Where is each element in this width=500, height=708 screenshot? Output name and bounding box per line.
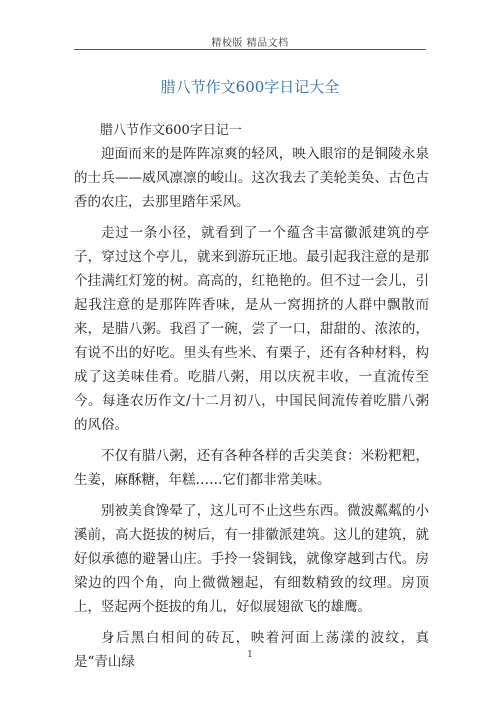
document-body	[74, 142, 429, 681]
header-divider	[74, 49, 426, 50]
page-number: 1	[247, 650, 253, 660]
body-paragraph: 别被美食馋晕了，这儿可不止这些东西。微波粼粼的小溪前，高大挺拔的树后，有一排徽派建筑。这儿的建筑，就好似承德的避暑山庄。手拎一袋铜钱，就像穿越到古代。房梁边的四个角，向上微微翘起，有细数精致的纹理。房顶上，竖起两个挺拔的角儿，好似展翅欲飞的雄鹰。	[74, 503, 429, 615]
body-paragraph: 走过一条小径，就看到了一个蕴含丰富徽派建筑的亭子，穿过这个亭儿，就来到游玩正地。最引起我注意的是那个挂满红灯笼的树。高高的，红艳艳的。但不过一会儿，引起我注意的是那阵阵香味，是从一窝拥挤的人群中飘散而来，是腊八粥。我舀了一碗，尝了一口，甜甜的、浓浓的，有说不出的好吃。里头有些米、有栗子，还有各种材料，构成了这美味佳肴。吃腊八粥，用以庆祝丰收，一直流传至今。每逢农历作文/十二月初八，中国民间流传着吃腊八粥的风俗。	[74, 225, 429, 433]
body-paragraph: 不仅有腊八粥，还有各种各样的舌尖美食：米粉粑粑，生姜，麻酥糖，年糕……它们都非常美味。	[74, 448, 429, 488]
header-label: 精校版 精品文档	[211, 38, 289, 49]
document-subtitle: 腊八节作文600字日记一	[100, 123, 242, 138]
body-paragraph: 身后黑白相间的砖瓦，映着河面上荡漾的波纹，真是“青山绿	[74, 630, 429, 670]
document-title: 腊八节作文600字日记大全	[160, 78, 340, 97]
body-paragraph: 迎面而来的是阵阵凉爽的轻风，映入眼帘的是铜陵永泉的士兵——威风凛凛的峻山。这次我去了美轮美奂、古色古香的农庄，去那里踏年采风。	[74, 146, 429, 210]
